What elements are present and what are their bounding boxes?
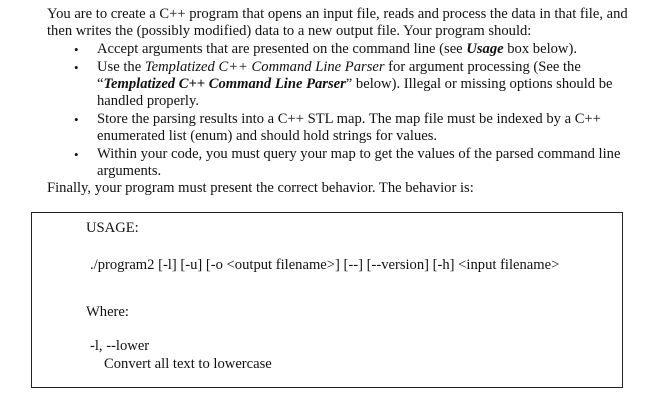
requirement-item bbox=[47, 111, 637, 145]
requirement-text-part: Templatized C++ Command Line Parser bbox=[103, 76, 346, 92]
requirement-item bbox=[47, 41, 637, 58]
usage-option-lower: -l, --lower bbox=[90, 338, 150, 354]
requirement-text-part: Store the parsing results into a C++ STL map. The map file must be indexed by a C++ enumerated list (enum) and should hold strings for values. bbox=[97, 111, 601, 144]
requirement-text-part: Templatized C++ Command Line Parser bbox=[144, 59, 385, 75]
usage-command: ./program2 [-l] [-u] [-o <output filename>] [--] [--version] [-h] <input filename> bbox=[90, 257, 560, 273]
bullet-icon: • bbox=[74, 147, 79, 162]
requirement-text-part: box below). bbox=[503, 41, 577, 57]
requirements-list bbox=[47, 41, 637, 180]
usage-where-label: Where: bbox=[86, 304, 129, 320]
requirement-item bbox=[47, 59, 637, 110]
bullet-icon: • bbox=[74, 60, 79, 75]
usage-box bbox=[31, 212, 623, 388]
bullet-icon: • bbox=[74, 42, 79, 57]
intro-paragraph: You are to create a C++ program that opens an input file, reads and process the data in that file, and then writes the (possibly modified) data to a new output file. Your program should: bbox=[47, 6, 628, 39]
requirement-text-part: ” below). Illegal or missing options should be handled properly. bbox=[97, 76, 613, 109]
requirement-text-part: Accept arguments that are presented on the command line (see bbox=[97, 41, 467, 57]
requirement-text-part: Within your code, you must query your map to get the values of the parsed command line arguments. bbox=[97, 146, 621, 179]
requirement-text-part: Usage bbox=[466, 41, 504, 57]
bullet-icon: • bbox=[74, 112, 79, 127]
final-paragraph: Finally, your program must present the correct behavior. The behavior is: bbox=[47, 180, 474, 196]
requirement-text-part: Use the bbox=[97, 59, 145, 75]
requirement-text-part: for argument processing (See the “ bbox=[97, 59, 581, 92]
assignment-text bbox=[47, 6, 637, 197]
usage-title: USAGE: bbox=[86, 220, 139, 236]
requirement-item bbox=[47, 146, 637, 180]
usage-option-description: Convert all text to lowercase bbox=[104, 356, 272, 372]
